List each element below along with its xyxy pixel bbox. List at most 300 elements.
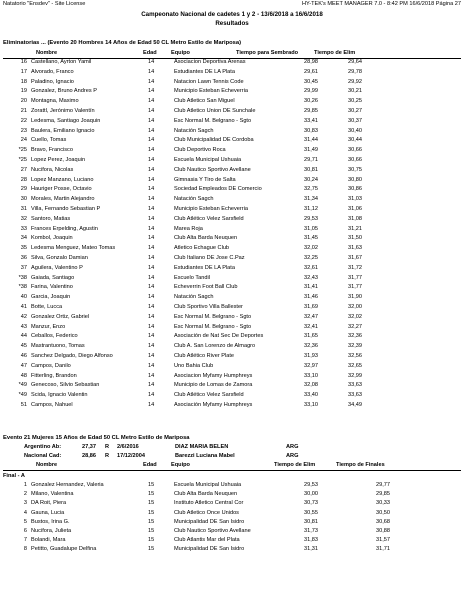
seed-time: 30,73: [304, 500, 318, 507]
place-number: *38: [18, 274, 27, 281]
result-time: 32,36: [348, 333, 362, 340]
team-name: Club Atlantis Mar del Plata: [174, 537, 240, 544]
team-name: Estudiantes DE LA Plata: [174, 264, 235, 271]
seed-time: 32,36: [304, 343, 318, 350]
place-number: *25: [18, 147, 27, 154]
seed-time: 31,31: [304, 546, 318, 553]
seed-time: 30,45: [304, 78, 318, 85]
swimmer-name: Mastrantuono, Tomas: [31, 343, 85, 350]
result-time: 30,21: [348, 88, 362, 95]
team-name: Asociacion Deportiva Arenas: [174, 59, 246, 65]
record-time: 28,86: [82, 452, 96, 459]
swimmer-name: Alvorado, Franco: [31, 68, 74, 75]
divider: [3, 470, 461, 471]
seed-time: 30,81: [304, 166, 318, 173]
col-seed-time: Tiempo para Sembrado: [236, 50, 299, 56]
seed-time: 32,75: [304, 186, 318, 193]
col-name: Nombre: [36, 462, 58, 468]
table-row: [0, 80, 464, 89]
place-number: 1: [23, 482, 27, 488]
table-row: [0, 129, 464, 138]
seed-time: 32,25: [304, 255, 318, 261]
team-name: Esc Normal M. Belgrano - Sgto: [174, 313, 252, 320]
team-name: Club Alta Barda Neuquen: [174, 491, 238, 498]
swimmer-name: Villa, Fernando Sebastian P: [31, 206, 101, 212]
table-row: [0, 99, 464, 108]
table-row: [0, 217, 464, 226]
swimmer-age: 14: [148, 362, 155, 369]
swimmer-name: Nucifora, Nicolas: [31, 166, 74, 173]
swimmer-name: Lopez Perez, Joaquin: [31, 157, 86, 163]
team-name: Asociacion Myfamy Humphreys: [174, 372, 253, 379]
team-name: Club Atletico Union DE Sunchale: [174, 108, 256, 114]
result-time: 32,27: [348, 323, 362, 330]
result-time: 31,08: [348, 215, 362, 222]
table-row: [0, 236, 464, 245]
result-time: 29,64: [348, 59, 362, 65]
table-row: [0, 325, 464, 334]
swimmer-age: 14: [148, 127, 155, 134]
record-label: Argentino Ab:: [24, 444, 62, 450]
seed-time: 29,53: [304, 482, 318, 488]
result-time: 30,86: [348, 186, 362, 193]
team-name: Club Municipalidad DE Cordoba: [174, 137, 254, 144]
seed-time: 30,83: [304, 127, 318, 134]
swimmer-age: 14: [148, 206, 155, 212]
swimmer-age: 15: [148, 546, 155, 553]
record-flag: R: [105, 452, 110, 459]
seed-time: 33,41: [304, 117, 318, 124]
result-time: 32,99: [348, 372, 362, 379]
seed-time: 32,97: [304, 362, 318, 369]
result-time: 31,67: [348, 255, 362, 261]
record-flag: R: [105, 444, 110, 450]
place-number: 40: [20, 294, 27, 301]
col-team: Equipo: [171, 50, 190, 56]
place-number: 27: [20, 166, 27, 173]
seed-time: 33,10: [304, 372, 318, 379]
swimmer-age: 15: [148, 528, 155, 534]
swimmer-age: 14: [148, 402, 155, 408]
swimmer-age: 14: [148, 274, 155, 281]
seed-time: 29,53: [304, 215, 318, 222]
team-name: Club Italiano DE Jose C.Paz: [174, 255, 245, 261]
col-name: Nombre: [36, 50, 58, 56]
col-age: Edad: [143, 50, 157, 56]
seed-time: 29,61: [304, 68, 318, 75]
event20-caption: Eliminatorias ... (Evento 20 Hombres 14 Años de Edad 50 CL Metro Estilo de Mariposa): [3, 40, 242, 46]
seed-time: 32,41: [304, 323, 318, 330]
swimmer-age: 14: [148, 255, 155, 261]
place-number: 31: [20, 206, 27, 212]
result-time: 29,78: [348, 68, 362, 75]
swimmer-age: 14: [148, 333, 155, 340]
table-row: [0, 60, 464, 69]
result-time: 30,68: [376, 518, 390, 525]
team-name: Municipalidad DE San Isidro: [174, 518, 245, 525]
place-number: 51: [20, 402, 27, 408]
result-time: 32,02: [348, 313, 362, 320]
swimmer-name: Montagna, Maximo: [31, 98, 79, 105]
result-time: 29,85: [376, 491, 390, 498]
seed-time: 31,46: [304, 294, 318, 301]
team-name: Instituto Atletico Central Cor: [174, 500, 244, 507]
table-row: [0, 266, 464, 275]
seed-time: 31,65: [304, 333, 318, 340]
seed-time: 30,26: [304, 98, 318, 105]
swimmer-age: 14: [148, 108, 155, 114]
result-time: 34,49: [348, 402, 362, 408]
swimmer-age: 15: [148, 537, 155, 544]
table-row: [0, 187, 464, 196]
col-team: Equipo: [171, 462, 190, 468]
swimmer-name: Campos, Danilo: [31, 362, 71, 369]
swimmer-name: Gauna, Lucia: [31, 509, 65, 516]
place-number: 42: [20, 313, 27, 320]
table-row: [0, 246, 464, 255]
table-row: [0, 374, 464, 383]
swimmer-age: 15: [148, 509, 155, 516]
place-number: 24: [20, 137, 27, 144]
result-time: 32,39: [348, 343, 362, 350]
swimmer-name: Aguilera, Valentino P: [31, 264, 83, 271]
record-holder: DIAZ MARIA BELEN: [175, 444, 229, 450]
seed-time: 31,45: [304, 235, 318, 242]
table-row: [0, 305, 464, 314]
place-number: 17: [20, 68, 27, 75]
swimmer-name: Manzur, Enzo: [31, 323, 66, 330]
place-number: 30: [20, 196, 27, 203]
result-time: 30,25: [348, 98, 362, 105]
team-name: Club Atletico Once Unidos: [174, 509, 239, 516]
result-time: 32,00: [348, 304, 362, 310]
swimmer-name: Gonzalez Hernandez, Valeria: [31, 482, 104, 488]
place-number: 35: [20, 245, 27, 252]
swimmer-age: 14: [148, 117, 155, 124]
result-time: 30,80: [348, 176, 362, 183]
table-row: [0, 158, 464, 167]
seed-time: 29,71: [304, 157, 318, 163]
table-row: [0, 109, 464, 118]
swimmer-age: 14: [148, 78, 155, 85]
swimmer-name: Bustos, Irina G.: [31, 518, 70, 525]
team-name: Club Nautico Sportivo Avellane: [174, 166, 251, 173]
swimmer-name: Lopez Manzano, Luciano: [31, 176, 94, 183]
seed-time: 29,85: [304, 108, 318, 114]
place-number: 7: [23, 537, 27, 544]
swimmer-name: Santoro, Matias: [31, 215, 71, 222]
team-name: Esc Normal M. Belgrano - Sgto: [174, 323, 252, 330]
swimmer-age: 14: [148, 196, 155, 203]
table-row: [0, 354, 464, 363]
swimmer-age: 14: [148, 98, 155, 105]
team-name: Natación Sagch: [174, 294, 214, 301]
swimmer-age: 15: [148, 482, 155, 488]
result-time: 30,75: [348, 166, 362, 173]
table-row: [0, 168, 464, 177]
col-prelim-time: Tiempo de Elim: [314, 50, 356, 56]
swimmer-age: 14: [148, 264, 155, 271]
swimmer-name: DA Roit, Piera: [31, 500, 67, 507]
page-header: [3, 2, 461, 10]
result-time: 31,90: [348, 294, 362, 301]
seed-time: 28,98: [304, 59, 318, 65]
place-number: 20: [20, 98, 27, 105]
result-time: 31,06: [348, 206, 362, 212]
swimmer-name: Bolandi, Mara: [31, 537, 66, 544]
swimmer-name: Gaiada, Santiago: [31, 274, 75, 281]
place-number: *38: [18, 284, 27, 291]
result-time: 30,66: [348, 157, 362, 163]
team-name: Escuelo Tandil: [174, 274, 210, 281]
swimmer-age: 14: [148, 392, 155, 399]
swimmer-age: 14: [148, 284, 155, 291]
swimmer-age: 14: [148, 353, 155, 359]
record-time: 27,37: [82, 444, 96, 450]
table-row: [0, 207, 464, 216]
result-time: 31,03: [348, 196, 362, 203]
swimmer-name: Frances Erpelding, Agustin: [31, 225, 98, 232]
col-age: Edad: [143, 462, 157, 468]
place-number: 28: [20, 176, 27, 183]
seed-time: 31,73: [304, 528, 318, 534]
table-row: [0, 315, 464, 324]
seed-time: 29,99: [304, 88, 318, 95]
place-number: 36: [20, 255, 27, 261]
swimmer-name: Sanchez Delgado, Diego Alfonso: [31, 353, 113, 359]
result-time: 30,66: [348, 147, 362, 154]
final-a-label: Final - A: [3, 473, 25, 479]
col-final-time: Tiempo de Finales: [336, 462, 385, 468]
place-number: 23: [20, 127, 27, 134]
place-number: 47: [20, 362, 27, 369]
seed-time: 31,05: [304, 225, 318, 232]
place-number: 43: [20, 323, 27, 330]
swimmer-age: 14: [148, 313, 155, 320]
place-number: 3: [23, 500, 27, 507]
table-row: [0, 393, 464, 402]
team-name: Natación Sagch: [174, 127, 214, 134]
swimmer-age: 14: [148, 157, 155, 163]
team-name: Atletico Echague Club: [174, 245, 230, 252]
team-name: Club Sportivo Villa Ballester: [174, 304, 243, 310]
seed-time: 31,83: [304, 537, 318, 544]
team-name: Municipio Esteban Echeverria: [174, 206, 248, 212]
place-number: 37: [20, 264, 27, 271]
table-row: [0, 364, 464, 373]
result-time: 30,33: [376, 500, 390, 507]
swimmer-age: 14: [148, 343, 155, 350]
seed-time: 30,81: [304, 518, 318, 525]
swimmer-age: 14: [148, 304, 155, 310]
software-page-info: HY-TEK's MEET MANAGER 7.0 - 8:42 PM 16/6/2018 Página 27: [301, 1, 461, 7]
place-number: 18: [20, 78, 27, 85]
seed-time: 31,12: [304, 206, 318, 212]
swimmer-name: Castellano, Ayrton Yamil: [31, 59, 92, 65]
swimmer-age: 14: [148, 166, 155, 173]
table-row: [0, 70, 464, 79]
team-name: Club Atlético Velez Sarsfield: [174, 392, 244, 399]
table-row: [0, 547, 464, 556]
table-row: [0, 344, 464, 353]
record-date: 17/12/2004: [117, 452, 145, 459]
result-time: 32,65: [348, 362, 362, 369]
place-number: 46: [20, 353, 27, 359]
place-number: 45: [20, 343, 27, 350]
seed-time: 30,55: [304, 509, 318, 516]
swimmer-name: Zorattl, Jerónimo Valentín: [31, 108, 95, 114]
team-name: Esc Normal M. Belgrano - Sgto: [174, 117, 252, 124]
table-row: [0, 334, 464, 343]
seed-time: 32,61: [304, 264, 318, 271]
place-number: 19: [20, 88, 27, 95]
seed-time: 33,10: [304, 402, 318, 408]
swimmer-name: Morales, Martin Alejandro: [31, 196, 95, 203]
swimmer-age: 14: [148, 323, 155, 330]
swimmer-name: Scida, Ignacio Valentin: [31, 392, 88, 399]
team-name: Natacion Lawn Tennis Code: [174, 78, 244, 85]
team-name: Estudiantes DE LA Plata: [174, 68, 235, 75]
result-time: 29,92: [348, 78, 362, 85]
seed-time: 31,69: [304, 304, 318, 310]
table-row: [0, 227, 464, 236]
place-number: 21: [20, 108, 27, 114]
place-number: 16: [20, 59, 27, 65]
place-number: 2: [23, 491, 27, 498]
seed-time: 31,44: [304, 137, 318, 144]
swimmer-name: Silva, Gonzalo Damian: [31, 255, 88, 261]
meet-title: Campeonato Nacional de cadetes 1 y 2 - 13/6/2018 a 16/6/2018: [141, 11, 323, 18]
site-license-text: Natatorio "Ensdev" - Site License: [3, 1, 86, 7]
result-time: 31,77: [348, 284, 362, 291]
seed-time: 32,02: [304, 245, 318, 252]
table-row: [0, 89, 464, 98]
swimmer-name: Gonzalez Ortiz, Gabriel: [31, 313, 90, 320]
place-number: 41: [20, 304, 27, 310]
swimmer-age: 15: [148, 491, 155, 498]
seed-time: 31,93: [304, 353, 318, 359]
result-time: 31,57: [376, 537, 390, 544]
swimmer-name: Ceballos, Federico: [31, 333, 78, 340]
team-name: Natación Sagch: [174, 196, 214, 203]
team-name: Club Deportivo Roca: [174, 147, 226, 154]
team-name: Asociación Myfamy Humphreys: [174, 402, 253, 408]
seed-time: 32,43: [304, 274, 318, 281]
seed-time: 30,00: [304, 491, 318, 498]
table-row: [0, 256, 464, 265]
table-row: [0, 383, 464, 392]
seed-time: 33,40: [304, 392, 318, 399]
team-name: Gimnasia Y Tiro de Salta: [174, 176, 236, 183]
swimmer-age: 14: [148, 245, 155, 252]
place-number: *49: [18, 392, 27, 399]
place-number: 22: [20, 117, 27, 124]
swimmer-name: Ledesma, Santiago Joaquin: [31, 117, 101, 124]
swimmer-name: Campos, Nahuel: [31, 402, 73, 408]
result-time: 30,88: [376, 528, 390, 534]
swimmer-age: 14: [148, 235, 155, 242]
seed-time: 32,08: [304, 382, 318, 389]
record-holder: Barezzi Luciana Mabel: [175, 452, 235, 459]
record-nation: ARG: [286, 444, 299, 450]
swimmer-name: Nucifora, Julieta: [31, 528, 72, 534]
result-time: 32,56: [348, 353, 362, 359]
place-number: 6: [23, 528, 27, 534]
swimmer-age: 14: [148, 372, 155, 379]
table-row: [0, 403, 464, 412]
swimmer-name: Ledesma Menguez, Mateo Tomas: [31, 245, 116, 252]
result-time: 31,77: [348, 274, 362, 281]
place-number: 34: [20, 235, 27, 242]
place-number: 8: [23, 546, 27, 553]
swimmer-age: 14: [148, 68, 155, 75]
table-row: [0, 119, 464, 128]
place-number: 5: [23, 518, 27, 525]
table-row: [0, 276, 464, 285]
team-name: Club Alta Barda Neuquen: [174, 235, 238, 242]
swimmer-age: 14: [148, 225, 155, 232]
swimmer-age: 14: [148, 137, 155, 144]
swimmer-name: Kombol, Joaquin: [31, 235, 73, 242]
team-name: Sociedad Empleados DE Comercio: [174, 186, 262, 193]
table-row: [0, 148, 464, 157]
table-row: [0, 178, 464, 187]
swimmer-age: 14: [148, 59, 155, 65]
swimmer-name: Genecoso, Silvio Sebastian: [31, 382, 100, 389]
result-time: 30,27: [348, 108, 362, 114]
results-title: Resultados: [215, 20, 249, 27]
swimmer-name: Gonzalez, Bruno Andres P: [31, 88, 97, 95]
team-name: Club Nautico Sportivo Avellane: [174, 528, 251, 534]
team-name: Club Atlético River Plate: [174, 353, 235, 359]
swimmer-name: Milano, Valentina: [31, 491, 74, 498]
result-time: 30,40: [348, 127, 362, 134]
team-name: Municipio Esteban Echeverria: [174, 88, 248, 95]
swimmer-age: 14: [148, 294, 155, 301]
swimmer-name: Baulera, Emiliano Ignacio: [31, 127, 95, 134]
swimmer-name: Cuello, Tomas: [31, 137, 67, 144]
swimmer-name: Petitto, Guadalupe Delfina: [31, 546, 97, 553]
place-number: 44: [20, 333, 27, 340]
swimmer-age: 15: [148, 500, 155, 507]
swimmer-age: 14: [148, 382, 155, 389]
swimmer-age: 14: [148, 215, 155, 222]
swimmer-age: 14: [148, 186, 155, 193]
place-number: 4: [23, 509, 27, 516]
table-row: [0, 138, 464, 147]
swimmer-name: Hauriger Posse, Octavio: [31, 186, 92, 193]
team-name: Asociación de Nat Sec De Deportes: [174, 333, 264, 340]
team-name: Escuela Municipal Ushuaia: [174, 482, 242, 488]
team-name: Club Atlético Velez Sarsfield: [174, 215, 244, 222]
swimmer-name: Garcia, Joaquin: [31, 294, 71, 301]
swimmer-age: 15: [148, 518, 155, 525]
seed-time: 30,24: [304, 176, 318, 183]
team-name: Escuela Municipal Ushuaia: [174, 157, 242, 163]
table-row: [0, 197, 464, 206]
result-time: 31,63: [348, 245, 362, 252]
seed-time: 32,47: [304, 313, 318, 320]
swimmer-name: Farina, Valentino: [31, 284, 73, 291]
table-row: [0, 295, 464, 304]
swimmer-name: Bravo, Francisco: [31, 147, 73, 154]
table-row: [0, 285, 464, 294]
result-time: 31,50: [348, 235, 362, 242]
result-time: 33,63: [348, 382, 362, 389]
team-name: Club Atletico San Miguel: [174, 98, 235, 105]
swimmer-name: Fitterling, Brandon: [31, 372, 77, 379]
team-name: Echeverrin Foot Ball Club: [174, 284, 238, 291]
